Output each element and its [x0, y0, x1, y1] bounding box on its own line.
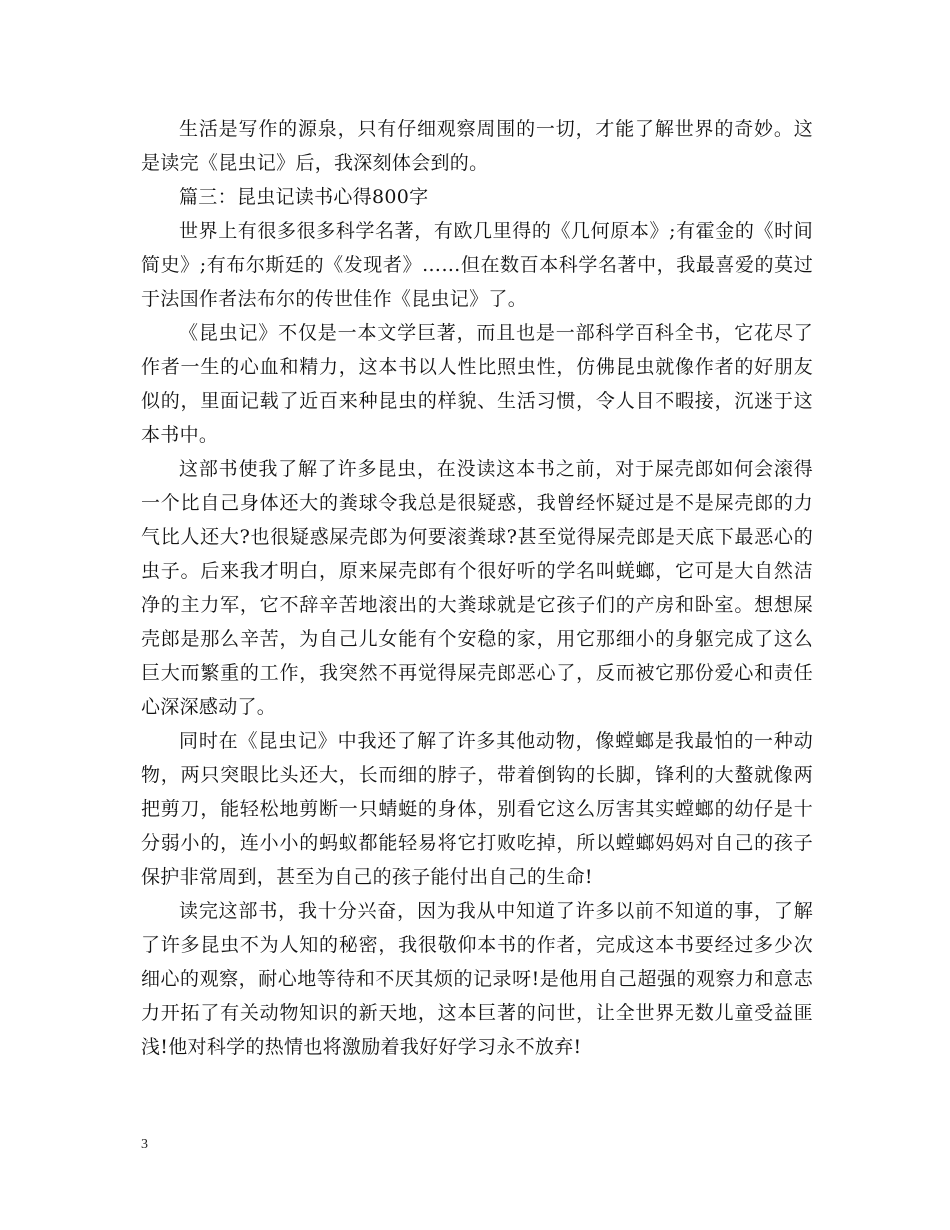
paragraph-conclusion: 读完这部书，我十分兴奋，因为我从中知道了许多以前不知道的事，了解了许多昆虫不为人知的秘密，我很敬仰本书的作者，完成这本书要经过多少次细心的观察，耐心地等待和不厌其烦的记录呀!是他用自己超强的观察力和意志力开拓了有关动物知识的新天地，这本巨著的问世，让全世界无数儿童受益匪浅!他对科学的热情也将激励着我好好学习永不放弃! [141, 900, 813, 1058]
section-heading: 篇三：昆虫记读书心得800字 [179, 186, 429, 208]
paragraph-science-classics: 世界上有很多很多科学名著，有欧几里得的《几何原本》;有霍金的《时间简史》;有布尔斯廷的《发现者》……但在数百本科学名著中，我最喜爱的莫过于法国作者法布尔的传世佳作《昆虫记》了。 [141, 220, 813, 310]
paragraph-book-overview: 《昆虫记》不仅是一本文学巨著，而且也是一部科学百科全书，它花尽了作者一生的心血和精力，这本书以人性比照虫性，仿佛昆虫就像作者的好朋友似的，里面记载了近百来种昆虫的样貌、生活习惯，令人目不暇接，沉迷于这本书中。 [141, 322, 813, 446]
paragraph-intro: 生活是写作的源泉，只有仔细观察周围的一切，才能了解世界的奇妙。这是读完《昆虫记》后，我深刻体会到的。 [141, 118, 813, 174]
paragraph-dung-beetle: 这部书使我了解了许多昆虫，在没读这本书之前，对于屎壳郎如何会滚得一个比自己身体还大的粪球令我总是很疑惑，我曾经怀疑过是不是屎壳郎的力气比人还大?也很疑惑屎壳郎为何要滚粪球?甚至觉得屎壳郎是天底下最恶心的虫子。后来我才明白，原来屎壳郎有个很好听的学名叫蜣螂，它可是大自然洁净的主力军，它不辞辛苦地滚出的大粪球就是它孩子们的产房和卧室。想想屎壳郎是那么辛苦，为自己儿女能有个安稳的家，用它那细小的身躯完成了这么巨大而繁重的工作，我突然不再觉得屎壳郎恶心了，反而被它那份爱心和责任心深深感动了。 [141, 458, 813, 718]
paragraph-mantis: 同时在《昆虫记》中我还了解了许多其他动物，像螳螂是我最怕的一种动物，两只突眼比头还大，长而细的脖子，带着倒钩的长脚，锋利的大螯就像两把剪刀，能轻松地剪断一只蜻蜓的身体，别看它这么厉害其实螳螂的幼仔是十分弱小的，连小小的蚂蚁都能轻易将它打败吃掉，所以螳螂妈妈对自己的孩子保护非常周到，甚至为自己的孩子能付出自己的生命! [141, 730, 813, 888]
page-number: 3 [141, 1137, 148, 1152]
document-body [141, 112, 813, 1064]
